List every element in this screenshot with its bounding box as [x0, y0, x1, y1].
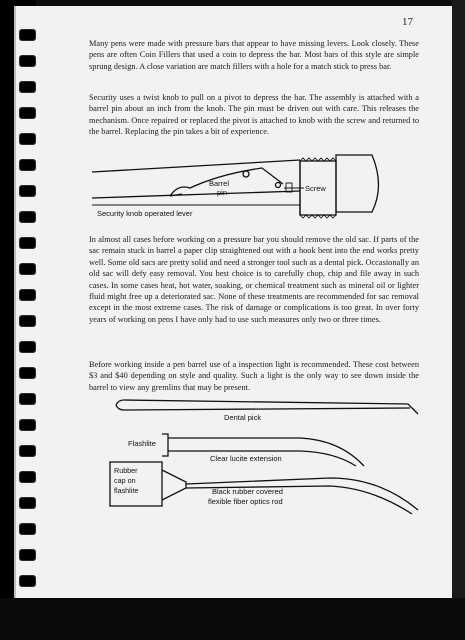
paragraph-security-knob: Security uses a twist knob to pull on a pivot to depress the bar. The assembly is attached with a barrel pin about an inch from the knob. The pin must be driven out with care. This releases the mechanism. Once repaired or replaced the pivot is attached to knob with the screw and returned to the barrel. Replacing the pin takes a bit of experience.	[89, 93, 419, 137]
fiber-optic-rod	[186, 478, 418, 514]
screw-label: Screw	[305, 184, 326, 193]
screw-thread-top	[300, 158, 336, 161]
flashlite-label: Flashlite	[128, 439, 156, 448]
security-knob-caption: Security knob operated lever	[97, 209, 193, 218]
fiber-label-2: flexible fiber optics rod	[208, 497, 283, 506]
paragraph-sac-removal: In almost all cases before working on a pressure bar you should remove the old sac. If parts of the sac remain stuck in barrel a paper clip straightened out with a hook bent into the end works pretty well. Some old sacs are pretty solid and need a stronger tool such as a dental pick. Occasionally an old sac will defy easy removal. You best choice is to carefully chop, chip and file away in such cases. In some cases heat, hot water, soaking, or chemical treatment such as mineral oil or lighter fluid might free up a deteriorated sac. None of these treatments are recommended for sac removal except in the most extreme cases. The risk of damage or complications is too great. In over forty years of working on pens I have only had to use such measures only two or three times.	[89, 235, 419, 324]
screw-thread-bottom	[300, 215, 336, 218]
rubber-cap	[162, 470, 186, 500]
rubber-cap-label-2: cap on	[114, 476, 136, 485]
page-number: 17	[402, 16, 413, 28]
barrel-top-line	[92, 160, 300, 172]
rubber-cap-label-3: flashlite	[114, 486, 139, 495]
barrel-pin-icon	[243, 171, 249, 177]
paragraph-coin-fillers: Many pens were made with pressure bars that appear to have missing levers. Look closely. These pens are often Coin Fillers that used a coin to depress the bar. Most bars of this style are simple sprung design. A close variation are match fillers with a hole for a match stick to press bar.	[89, 39, 419, 71]
rubber-cap-label-1: Rubber	[114, 466, 138, 475]
pivot-icon	[276, 183, 281, 188]
lucite-label: Clear lucite extension	[210, 454, 282, 463]
dental-pick-label: Dental pick	[224, 413, 262, 422]
barrel-pin-label-2: pin	[217, 188, 228, 197]
barrel-pin-label: Barrel	[209, 179, 230, 188]
barrel-bottom-line	[92, 191, 300, 198]
twist-knob	[336, 155, 379, 212]
flashlite-body	[162, 434, 168, 456]
paragraph-inspection-light: Before working inside a pen barrel use of a inspection light is recommended. These cost between $3 and $40 depending on style and quality. Such a light is the only way to see down inside the barrel to view any gremlins that may be present.	[89, 360, 419, 392]
fiber-label-1: Black rubber covered	[212, 487, 283, 496]
dental-pick	[116, 400, 418, 414]
